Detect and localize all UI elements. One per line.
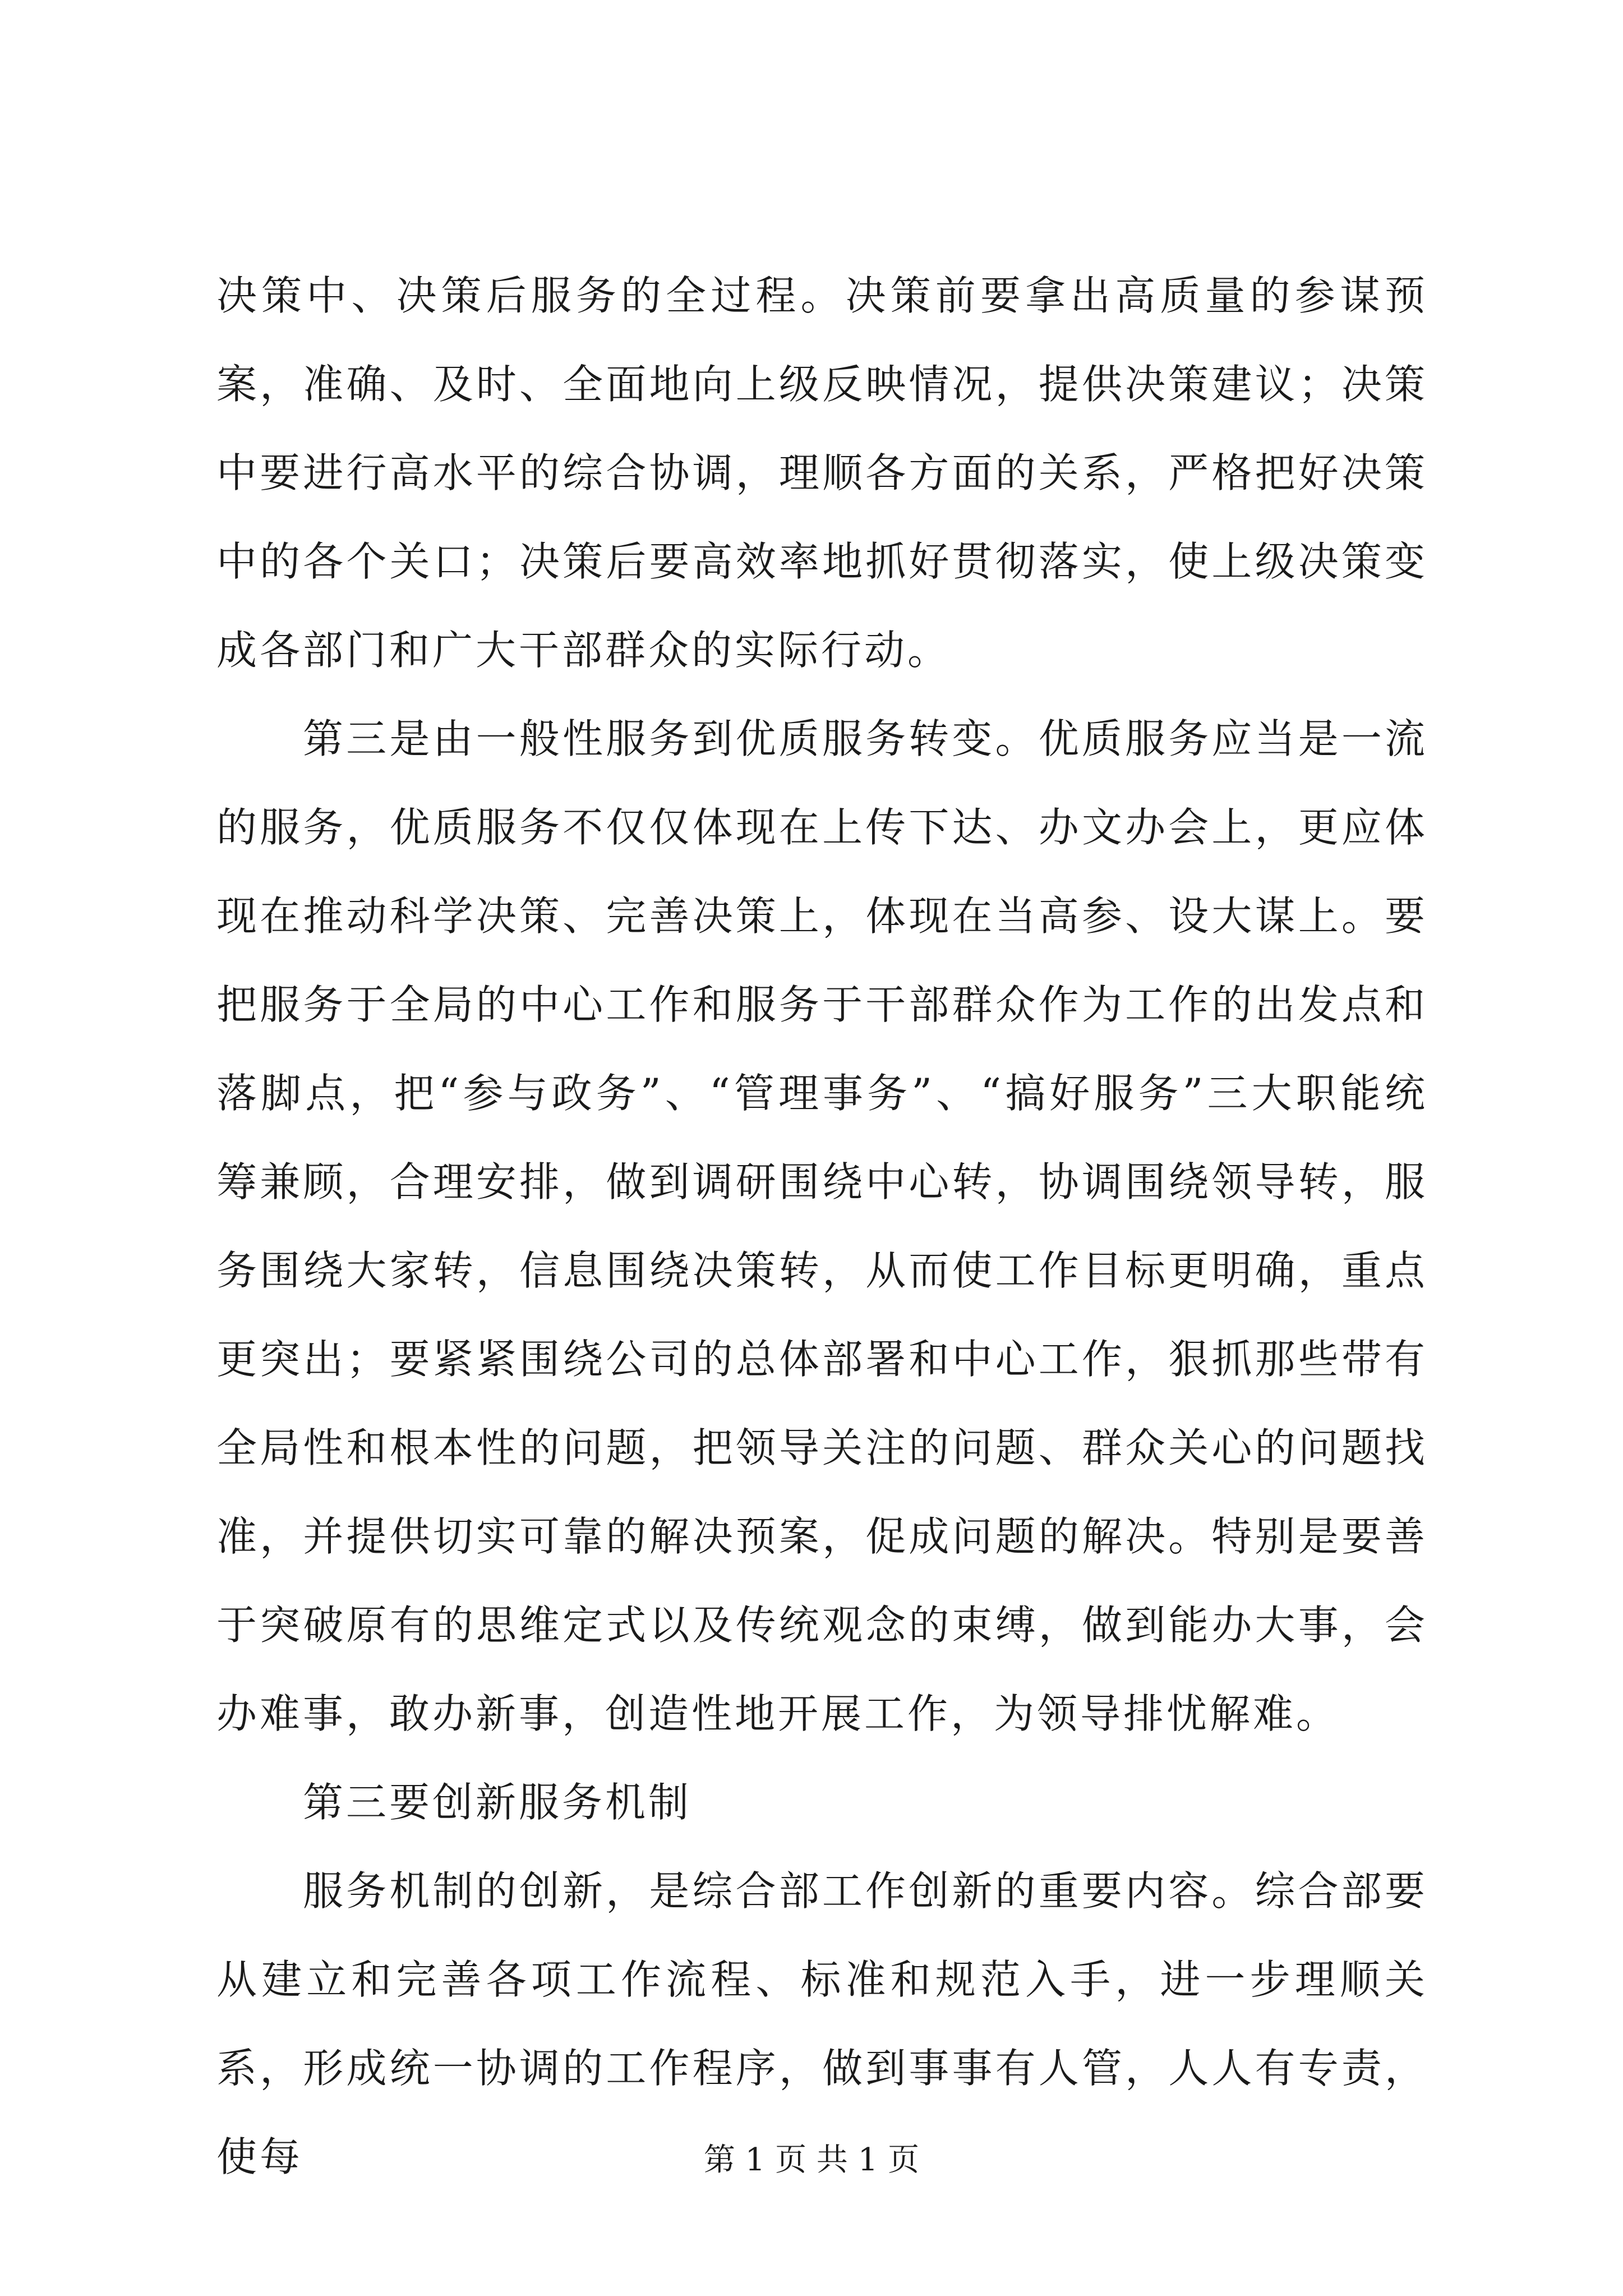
page-footer: 第 1 页 共 1 页 (703, 2142, 920, 2178)
paragraph-1: 决策中、决策后服务的全过程。决策前要拿出高质量的参谋预案，准确、及时、全面地向上级反映情况，提供决策建议；决策中要进行高水平的综合协调，理顺各方面的关系，严格把好决策中的各个关口；决策后要高效率地抓好贯彻落实，使上级决策变成各部门和广大干部群众的实际行动。 (216, 272, 1428, 674)
document-body (216, 251, 1428, 2201)
paragraph-2: 第三是由一般性服务到优质服务转变。优质服务应当是一流的服务，优质服务不仅仅体现在上传下达、办文办会上，更应体现在推动科学决策、完善决策上，体现在当高参、设大谋上。要把服务于全局的中心工作和服务于干部群众作为工作的出发点和落脚点，把“参与政务”、“管理事务”、“搞好服务”三大职能统筹兼顾，合理安排，做到调研围绕中心转，协调围绕领导转，服务围绕大家转，信息围绕决策转，从而使工作目标更明确，重点更突出；要紧紧围绕公司的总体部署和中心工作，狠抓那些带有全局性和根本性的问题，把领导关注的问题、群众关心的问题找准，并提供切实可靠的解决预案，促成问题的解决。特别是要善于突破原有的思维定式以及传统观念的束缚，做到能办大事，会办难事，敢办新事，创造性地开展工作，为领导排忧解难。 (216, 715, 1428, 1737)
paragraph-3: 服务机制的创新，是综合部工作创新的重要内容。综合部要从建立和完善各项工作流程、标准和规范入手，进一步理顺关系，形成统一协调的工作程序，做到事事有人管，人人有专责，使每 (216, 1867, 1428, 2180)
section-heading: 第三要创新服务机制 (303, 1779, 692, 1826)
